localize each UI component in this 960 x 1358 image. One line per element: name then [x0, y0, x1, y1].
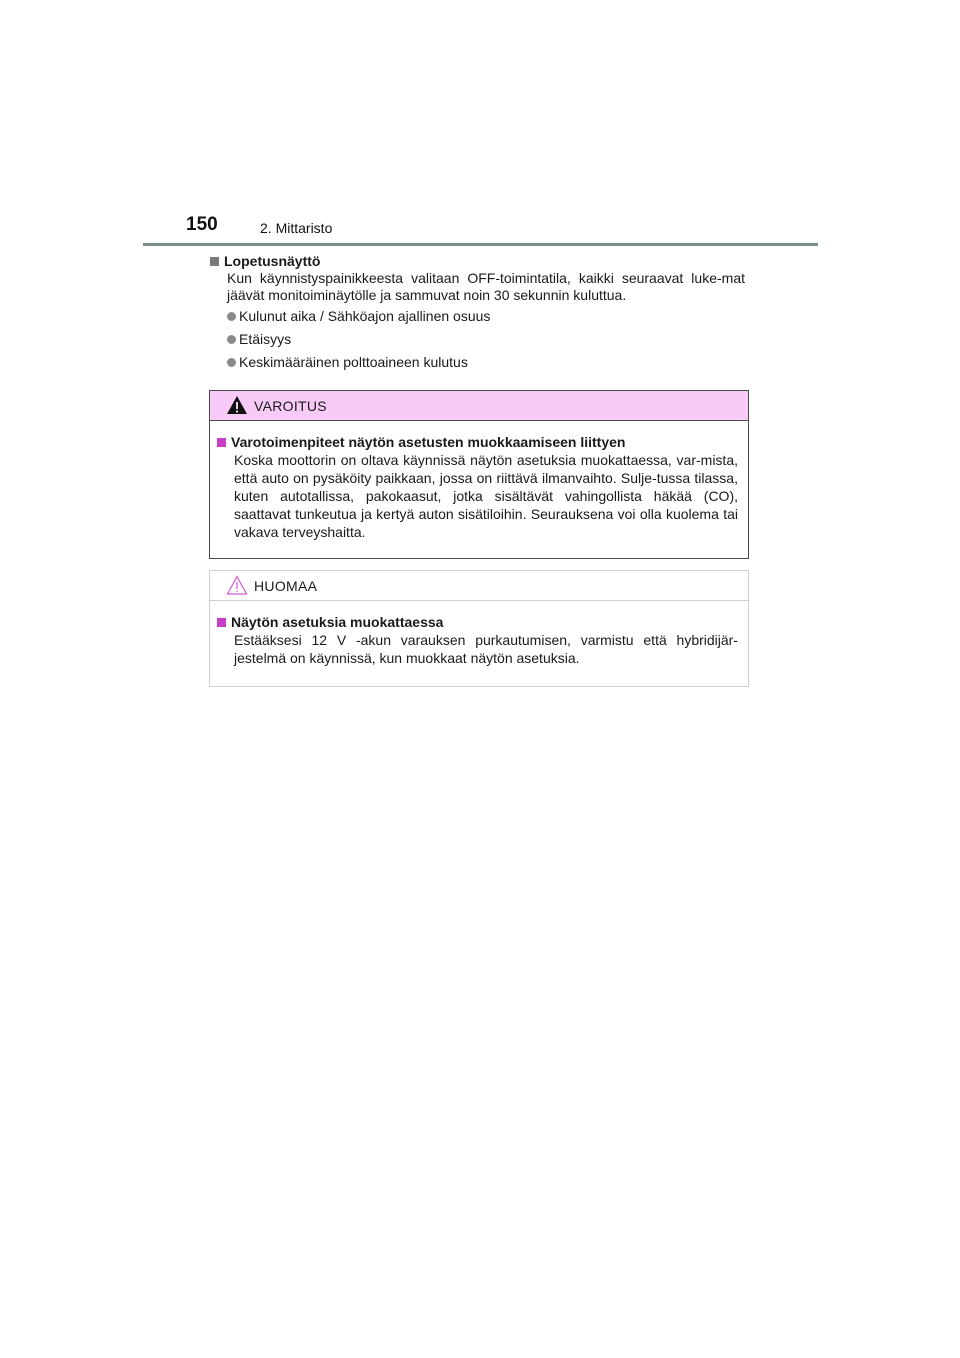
list-item-label: Kulunut aika / Sähköajon ajallinen osuus — [239, 308, 491, 324]
warning-header — [210, 391, 748, 421]
note-header — [210, 571, 748, 601]
warning-heading-row — [217, 433, 738, 451]
list-item — [227, 354, 745, 371]
caution-triangle-outline-icon — [226, 575, 248, 595]
note-title: HUOMAA — [254, 578, 318, 594]
chapter-title: 2. Mittaristo — [260, 220, 333, 236]
bullet-dot-icon — [227, 312, 236, 321]
list-item-label: Keskimääräinen polttoaineen kulutus — [239, 354, 468, 370]
square-bullet-icon — [217, 618, 226, 627]
bullet-dot-icon — [227, 358, 236, 367]
warning-triangle-icon — [226, 395, 248, 415]
list-item — [227, 308, 745, 325]
note-text: Estääksesi 12 V -akun varauksen purkautumisen, varmistu että hybridijär-jestelmä on käynnissä, kun muokkaat näytön asetuksia. — [234, 632, 738, 666]
warning-text: Koska moottorin on oltava käynnissä näytön asetuksia muokattaessa, var-mista, että auto on pysäköity paikkaan, jossa on riittävä ilmanvaihto. Sulje-tussa tilassa, kuten autotallissa, pakokaasut, jotka sisältävät vahingollista häkää (CO), saattavat tunkeutua ja kertyä auton sisätiloihin. Seurauksena voi olla kuolema tai vakava terveyshaitta. — [234, 452, 738, 540]
display-item-list — [227, 308, 745, 371]
header-rule — [143, 243, 818, 246]
section-text: Kun käynnistyspainikkeesta valitaan OFF-toimintatila, kaikki seuraavat luke-mat jäävät monitoiminäytölle ja sammuvat noin 30 sekunnin kuluttua. — [227, 270, 745, 303]
note-box — [209, 570, 749, 687]
note-heading-row — [217, 613, 738, 631]
note-body — [210, 601, 748, 667]
list-item — [227, 331, 745, 348]
list-item-label: Etäisyys — [239, 331, 292, 347]
warning-title: VAROITUS — [254, 398, 327, 414]
section-end-display — [210, 253, 745, 377]
square-bullet-icon — [210, 257, 219, 266]
note-heading: Näytön asetuksia muokattaessa — [231, 614, 444, 630]
warning-heading: Varotoimenpiteet näytön asetusten muokkaamiseen liittyen — [231, 434, 626, 450]
section-heading-row — [210, 253, 745, 270]
warning-box — [209, 390, 749, 559]
warning-body — [210, 421, 748, 541]
bullet-dot-icon — [227, 335, 236, 344]
section-heading: Lopetusnäyttö — [224, 253, 321, 269]
square-bullet-icon — [217, 438, 226, 447]
page-number: 150 — [186, 214, 218, 235]
